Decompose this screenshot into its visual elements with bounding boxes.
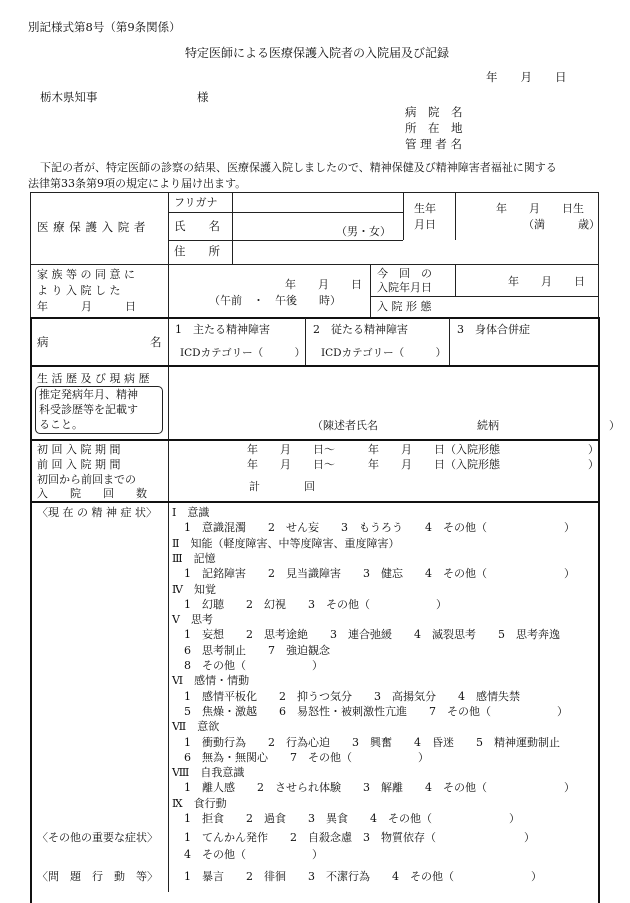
admission-count-value[interactable]: 計 回 [249,480,315,493]
diagnosis-label-right: 名 [150,335,162,349]
symptom-heading: Ⅶ 意欲 [172,720,220,734]
symptom-options-line[interactable]: 6 思考制止 7 強迫観念 [184,643,330,657]
administrator-label: 管 理 者 名 [405,137,462,151]
icd-sub[interactable]: ICDカテゴリー（ ） [321,347,447,359]
this-admission-date[interactable]: 年 月 日 [508,275,585,288]
form-number: 別記様式第8号（第9条関係） [28,20,181,34]
patient-label: 医 療 保 護 入 院 者 [37,220,146,234]
symptom-options-line[interactable]: 5 焦燥・激越 6 易怒性・被刺激性亢進 7 その他（ ） [184,704,568,718]
consent-label-line1: 家 族 等 の 同 意 に [37,268,135,281]
symptom-heading: Ⅸ 食行動 [172,796,227,810]
symptom-options-line[interactable]: 1 感情平板化 2 抑うつ気分 3 高揚気分 4 感情失禁 [184,689,520,703]
symptom-options-line[interactable]: 1 衝動行為 2 行為心迫 3 興奮 4 昏迷 5 精神運動制止 [184,735,560,749]
this-admission-label-line1: 今 回 の [377,267,432,280]
symptom-options-line[interactable]: 1 幻聴 2 幻視 3 その他（ ） [184,597,447,611]
symptom-options-line[interactable]: 1 拒食 2 過食 3 異食 4 その他（ ） [184,812,520,825]
admission-count-label-line2: 入 院 回 数 [37,487,147,500]
symptom-options-line[interactable]: 1 記銘障害 2 見当識障害 3 健忘 4 その他（ ） [184,567,575,581]
furigana-label: フリガナ [174,196,218,209]
problem-behavior-label: 〈問 題 行 動 等〉 [37,870,158,883]
hospital-address-label: 所 在 地 [405,121,463,135]
icd-main[interactable]: ICDカテゴリー（ ） [180,347,306,359]
symptom-heading: Ⅷ 自我意識 [172,766,245,780]
hospital-name-label: 病 院 名 [405,105,463,119]
first-admission-value[interactable]: 年 月 日〜 年 月 日（入院形態 [247,443,500,456]
addressee-honorific: 様 [197,90,209,104]
dob-label-line2: 月日 [414,218,436,231]
name-label: 氏 名 [174,219,220,233]
admission-count-label-line1: 初回から前回までの [37,473,136,486]
symptom-options-line[interactable]: 1 離人感 2 させられ体験 3 解離 4 その他（ ） [184,781,575,795]
form-title: 特定医師による医療保護入院者の入院届及び記録 [185,46,450,60]
intro-line-2: 法律第33条第9項の規定により届け出ます。 [28,177,247,190]
first-admission-close: ） [588,443,599,456]
narrator-field[interactable]: （陳述者氏名 続柄 ） [312,419,620,432]
symptom-heading: Ⅰ 意識 [172,506,210,519]
admission-form-label: 入 院 形 態 [377,300,432,313]
main-disorder: 1 主たる精神障害 [175,323,270,336]
age-value[interactable]: （満 歳） [523,218,600,231]
symptom-heading: Ⅴ 思考 [172,613,213,627]
sex-options[interactable]: （男・女） [336,225,391,238]
symptom-options-line[interactable]: 1 意識混濁 2 せん妄 3 もうろう 4 その他（ ） [184,521,575,535]
addressee: 栃木県知事 [40,90,98,104]
problem-behavior-line[interactable]: 1 暴言 2 徘徊 3 不潔行為 4 その他（ ） [184,870,542,883]
symptom-heading: Ⅳ 知覚 [172,582,216,596]
header-date: 年 月 日 [486,70,567,84]
history-label-line4: ること。 [39,418,83,431]
history-label-line1: 生 活 歴 及 び 現 病 歴 [37,372,150,385]
other-symptoms-line-1[interactable]: 1 てんかん発作 2 自殺念慮 3 物質依存（ ） [184,831,535,844]
symptom-heading: Ⅱ 知能（軽度障害、中等度障害、重度障害） [172,536,400,550]
first-admission-label: 初 回 入 院 期 間 [37,443,121,456]
address-label: 住 所 [174,244,220,258]
this-admission-label-line2: 入院年月日 [377,281,432,294]
diagnosis-label-left: 病 [37,335,49,349]
other-symptoms-label: 〈その他の重要な症状〉 [37,831,158,844]
physical-complication: 3 身体合併症 [457,323,530,336]
symptoms-label: 〈現 在 の 精 神 症 状〉 [37,506,157,519]
sub-disorder: 2 従たる精神障害 [313,323,408,336]
prev-admission-label: 前 回 入 院 期 間 [37,458,121,471]
history-label-line2: 推定発病年月、精神 [39,388,138,401]
prev-admission-value[interactable]: 年 月 日〜 年 月 日（入院形態 [247,458,500,471]
symptom-options-line[interactable]: 8 その他（ ） [184,659,323,672]
dob-label-line1: 生年 [414,202,436,215]
symptom-heading: Ⅵ 感情・情動 [172,674,250,688]
other-symptoms-line-2[interactable]: 4 その他（ ） [184,848,323,861]
consent-label-line3: 年 月 日 [37,300,136,313]
symptom-options-line[interactable]: 6 無為・無関心 7 その他（ ） [184,750,429,764]
intro-line-1: 下記の者が、特定医師の診察の結果、医療保護入院しましたので、精神保健及び精神障害者福祉に関する [40,161,557,174]
symptom-options-line[interactable]: 1 妄想 2 思考途絶 3 連合弛緩 4 滅裂思考 5 思考奔逸 [184,628,560,642]
dob-value[interactable]: 年 月 日生 [496,202,584,215]
symptom-heading: Ⅲ 記憶 [172,551,216,565]
consent-date-value[interactable]: 年 月 日 [285,278,362,291]
consent-time-value[interactable]: （午前 ・ 午後 時） [209,294,341,307]
history-label-line3: 科受診歴等を記載す [39,403,138,416]
consent-label-line2: よ り 入 院 し た [37,284,121,297]
prev-admission-close: ） [588,458,599,471]
